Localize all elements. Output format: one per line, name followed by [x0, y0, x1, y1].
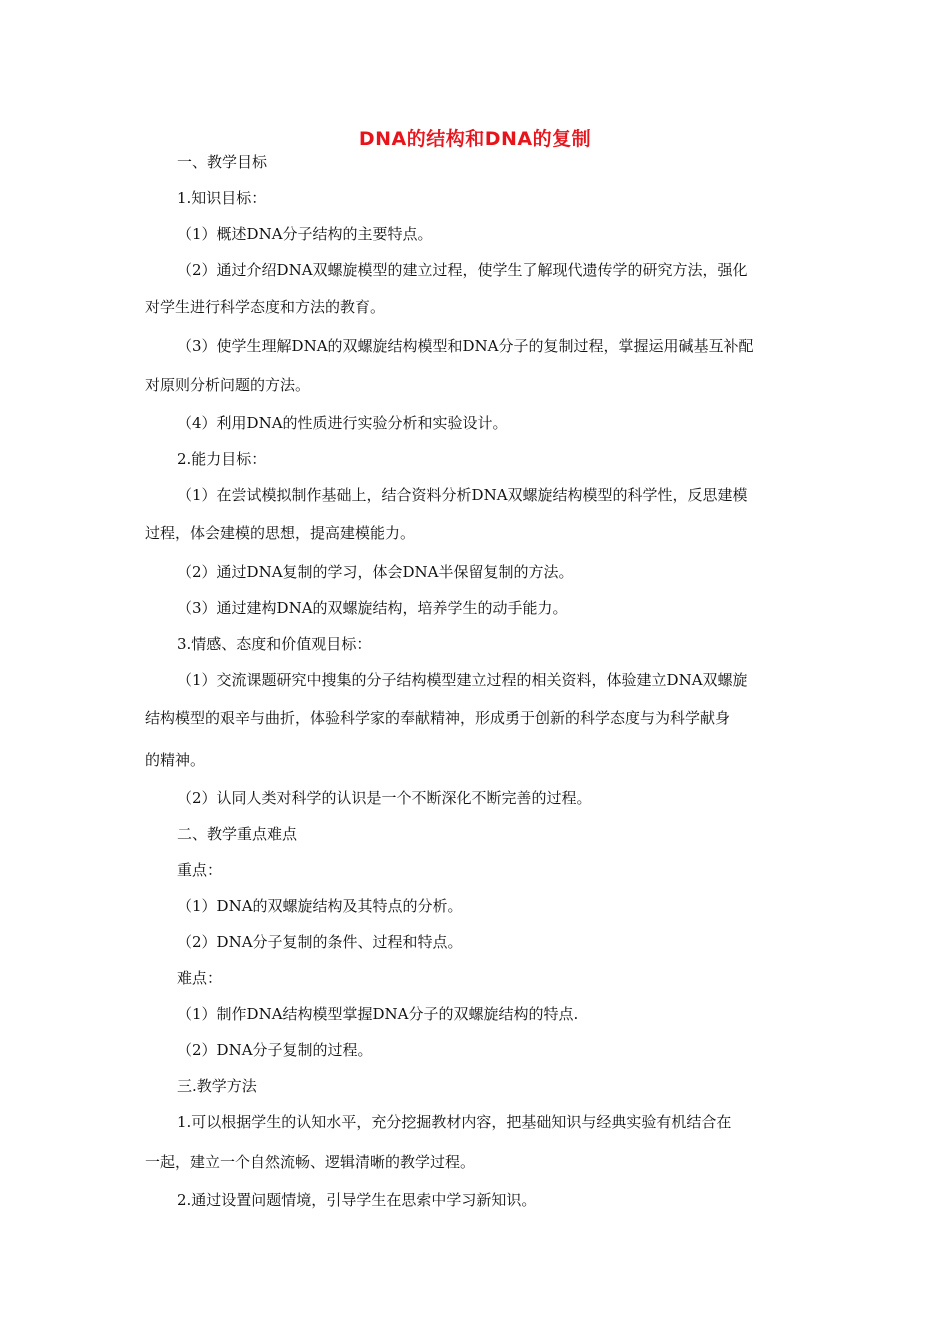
- paragraph-line: （4）利用DNA的性质进行实验分析和实验设计。: [177, 414, 508, 432]
- paragraph-line: （1）在尝试模拟制作基础上，结合资料分析DNA双螺旋结构模型的科学性，反思建模: [177, 486, 748, 504]
- subheading-knowledge-objectives: 1.知识目标：: [177, 189, 267, 207]
- heading-teaching-methods: 三.教学方法: [177, 1077, 257, 1095]
- paragraph-line: 对学生进行科学态度和方法的教育。: [145, 298, 386, 316]
- paragraph-line: （2）通过介绍DNA双螺旋模型的建立过程，使学生了解现代遗传学的研究方法，强化: [177, 261, 748, 279]
- paragraph-line: （1）DNA的双螺旋结构及其特点的分析。: [177, 897, 463, 915]
- paragraph-line: 对原则分析问题的方法。: [145, 376, 311, 394]
- paragraph-line: 1.可以根据学生的认知水平，充分挖掘教材内容，把基础知识与经典实验有机结合在: [177, 1113, 732, 1131]
- subheading-ability-objectives: 2.能力目标：: [177, 450, 267, 468]
- paragraph-line: 过程，体会建模的思想，提高建模能力。: [145, 524, 416, 542]
- label-key-point: 重点：: [177, 861, 223, 879]
- subheading-attitude-objectives: 3.情感、态度和价值观目标：: [177, 635, 372, 653]
- label-difficulty: 难点：: [177, 969, 223, 987]
- paragraph-line: 一起，建立一个自然流畅、逻辑清晰的教学过程。: [145, 1153, 476, 1171]
- paragraph-line: 的精神。: [145, 751, 206, 769]
- paragraph-line: （2）认同人类对科学的认识是一个不断深化不断完善的过程。: [177, 789, 592, 807]
- paragraph-line: （2）DNA分子复制的条件、过程和特点。: [177, 933, 463, 951]
- paragraph-line: 2.通过设置问题情境，引导学生在思索中学习新知识。: [177, 1191, 537, 1209]
- heading-key-points: 二、教学重点难点: [177, 825, 298, 843]
- document-title: DNA的结构和DNA的复制: [358, 128, 592, 150]
- paragraph-line: （1）概述DNA分子结构的主要特点。: [177, 225, 433, 243]
- paragraph-line: （2）通过DNA复制的学习，体会DNA半保留复制的方法。: [177, 563, 574, 581]
- heading-teaching-objectives: 一、教学目标: [177, 153, 268, 171]
- paragraph-line: （1）交流课题研究中搜集的分子结构模型建立过程的相关资料，体验建立DNA双螺旋: [177, 671, 748, 689]
- paragraph-line: （3）通过建构DNA的双螺旋结构，培养学生的动手能力。: [177, 599, 568, 617]
- paragraph-line: （3）使学生理解DNA的双螺旋结构模型和DNA分子的复制过程，掌握运用碱基互补配: [177, 337, 754, 355]
- paragraph-line: （1）制作DNA结构模型掌握DNA分子的双螺旋结构的特点.: [177, 1005, 579, 1023]
- paragraph-line: 结构模型的艰辛与曲折，体验科学家的奉献精神，形成勇于创新的科学态度与为科学献身: [145, 709, 731, 727]
- paragraph-line: （2）DNA分子复制的过程。: [177, 1041, 373, 1059]
